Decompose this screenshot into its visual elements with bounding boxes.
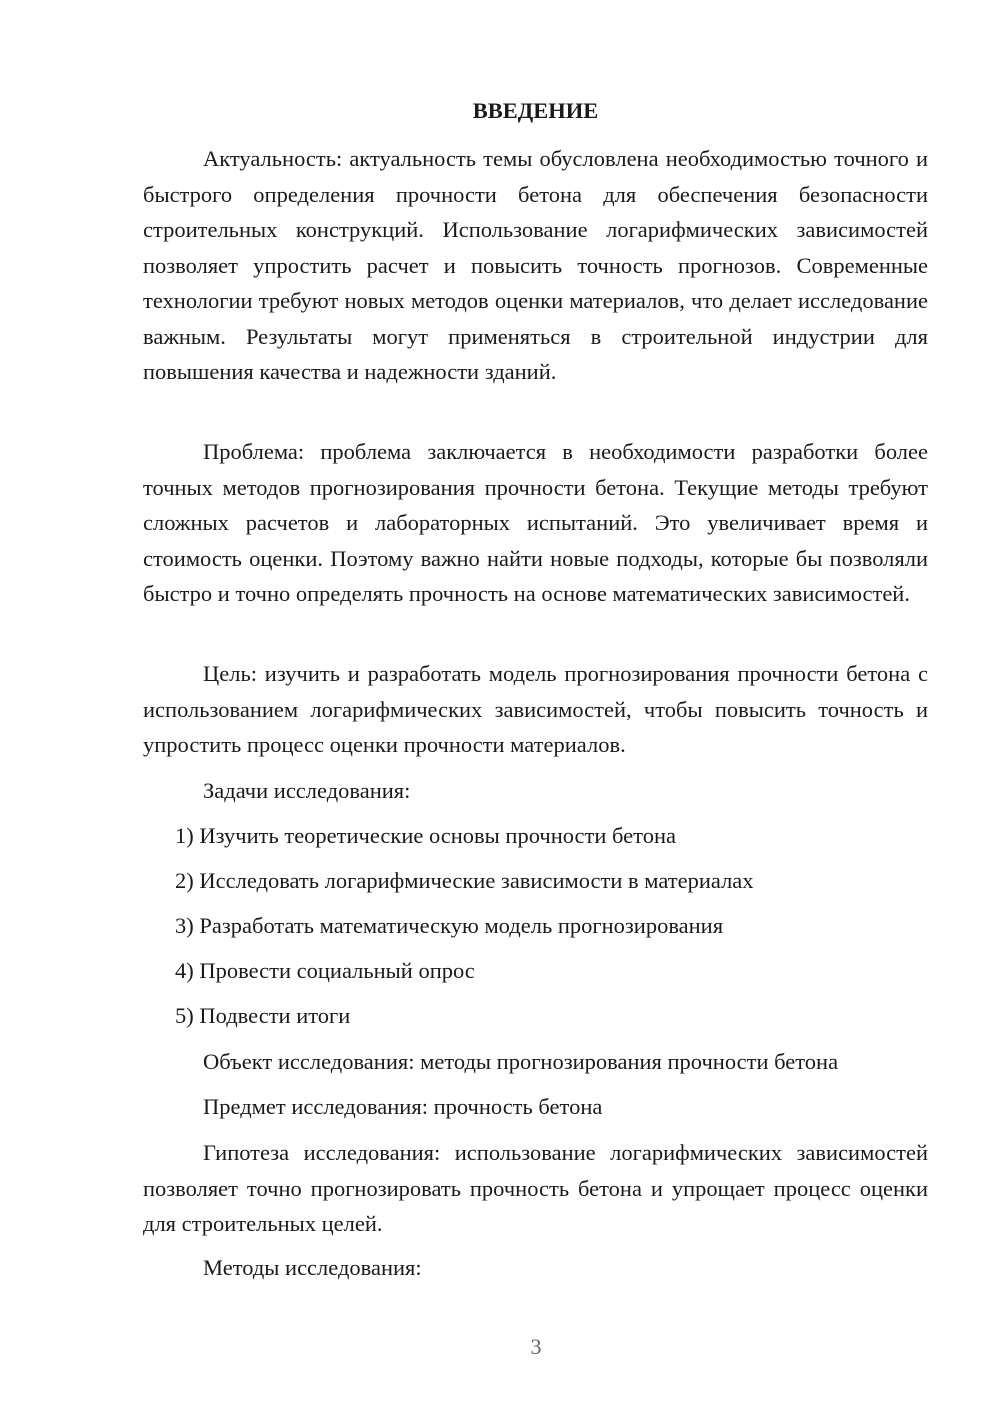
task-item: 3) Разработать математическую модель прогнозирования xyxy=(175,913,724,938)
problem-paragraph: Проблема: проблема заключается в необходимости разработки более точных методов прогнозирования прочности бетона. Текущие методы требуют сложных расчетов и лабораторных испытаний. Это увеличивает время и стоимость оценки. Поэтому важно найти новые подходы, которые бы позволяли быстро и точно определять прочность на основе математических зависимостей. xyxy=(143,439,928,606)
research-subject: Предмет исследования: прочность бетона xyxy=(203,1094,603,1119)
task-item: 1) Изучить теоретические основы прочности бетона xyxy=(175,823,676,848)
methods-label: Методы исследования: xyxy=(203,1255,422,1280)
page-number: 3 xyxy=(530,1334,542,1359)
hypothesis-paragraph: Гипотеза исследования: использование логарифмических зависимостей позволяет точно прогнозировать прочность бетона и упрощает процесс оценки для строительных целей. xyxy=(143,1140,928,1236)
tasks-label: Задачи исследования: xyxy=(203,778,411,803)
research-object: Объект исследования: методы прогнозирования прочности бетона xyxy=(203,1049,839,1074)
goal-paragraph: Цель: изучить и разработать модель прогнозирования прочности бетона с использованием логарифмических зависимостей, чтобы повысить точность и упростить процесс оценки прочности материалов. xyxy=(143,661,928,757)
task-item: 2) Исследовать логарифмические зависимости в материалах xyxy=(175,868,754,893)
task-item: 4) Провести социальный опрос xyxy=(175,958,475,983)
task-item: 5) Подвести итоги xyxy=(175,1003,351,1028)
page-title: ВВЕДЕНИЕ xyxy=(472,98,599,123)
relevance-paragraph: Актуальность: актуальность темы обусловлена необходимостью точного и быстрого определения прочности бетона для обеспечения безопасности строительных конструкций. Использование логарифмических зависимостей позволяет упростить расчет и повысить точность прогнозов. Современные технологии требуют новых методов оценки материалов, что делает исследование важным. Результаты могут применяться в строительной индустрии для повышения качества и надежности зданий. xyxy=(143,146,928,384)
